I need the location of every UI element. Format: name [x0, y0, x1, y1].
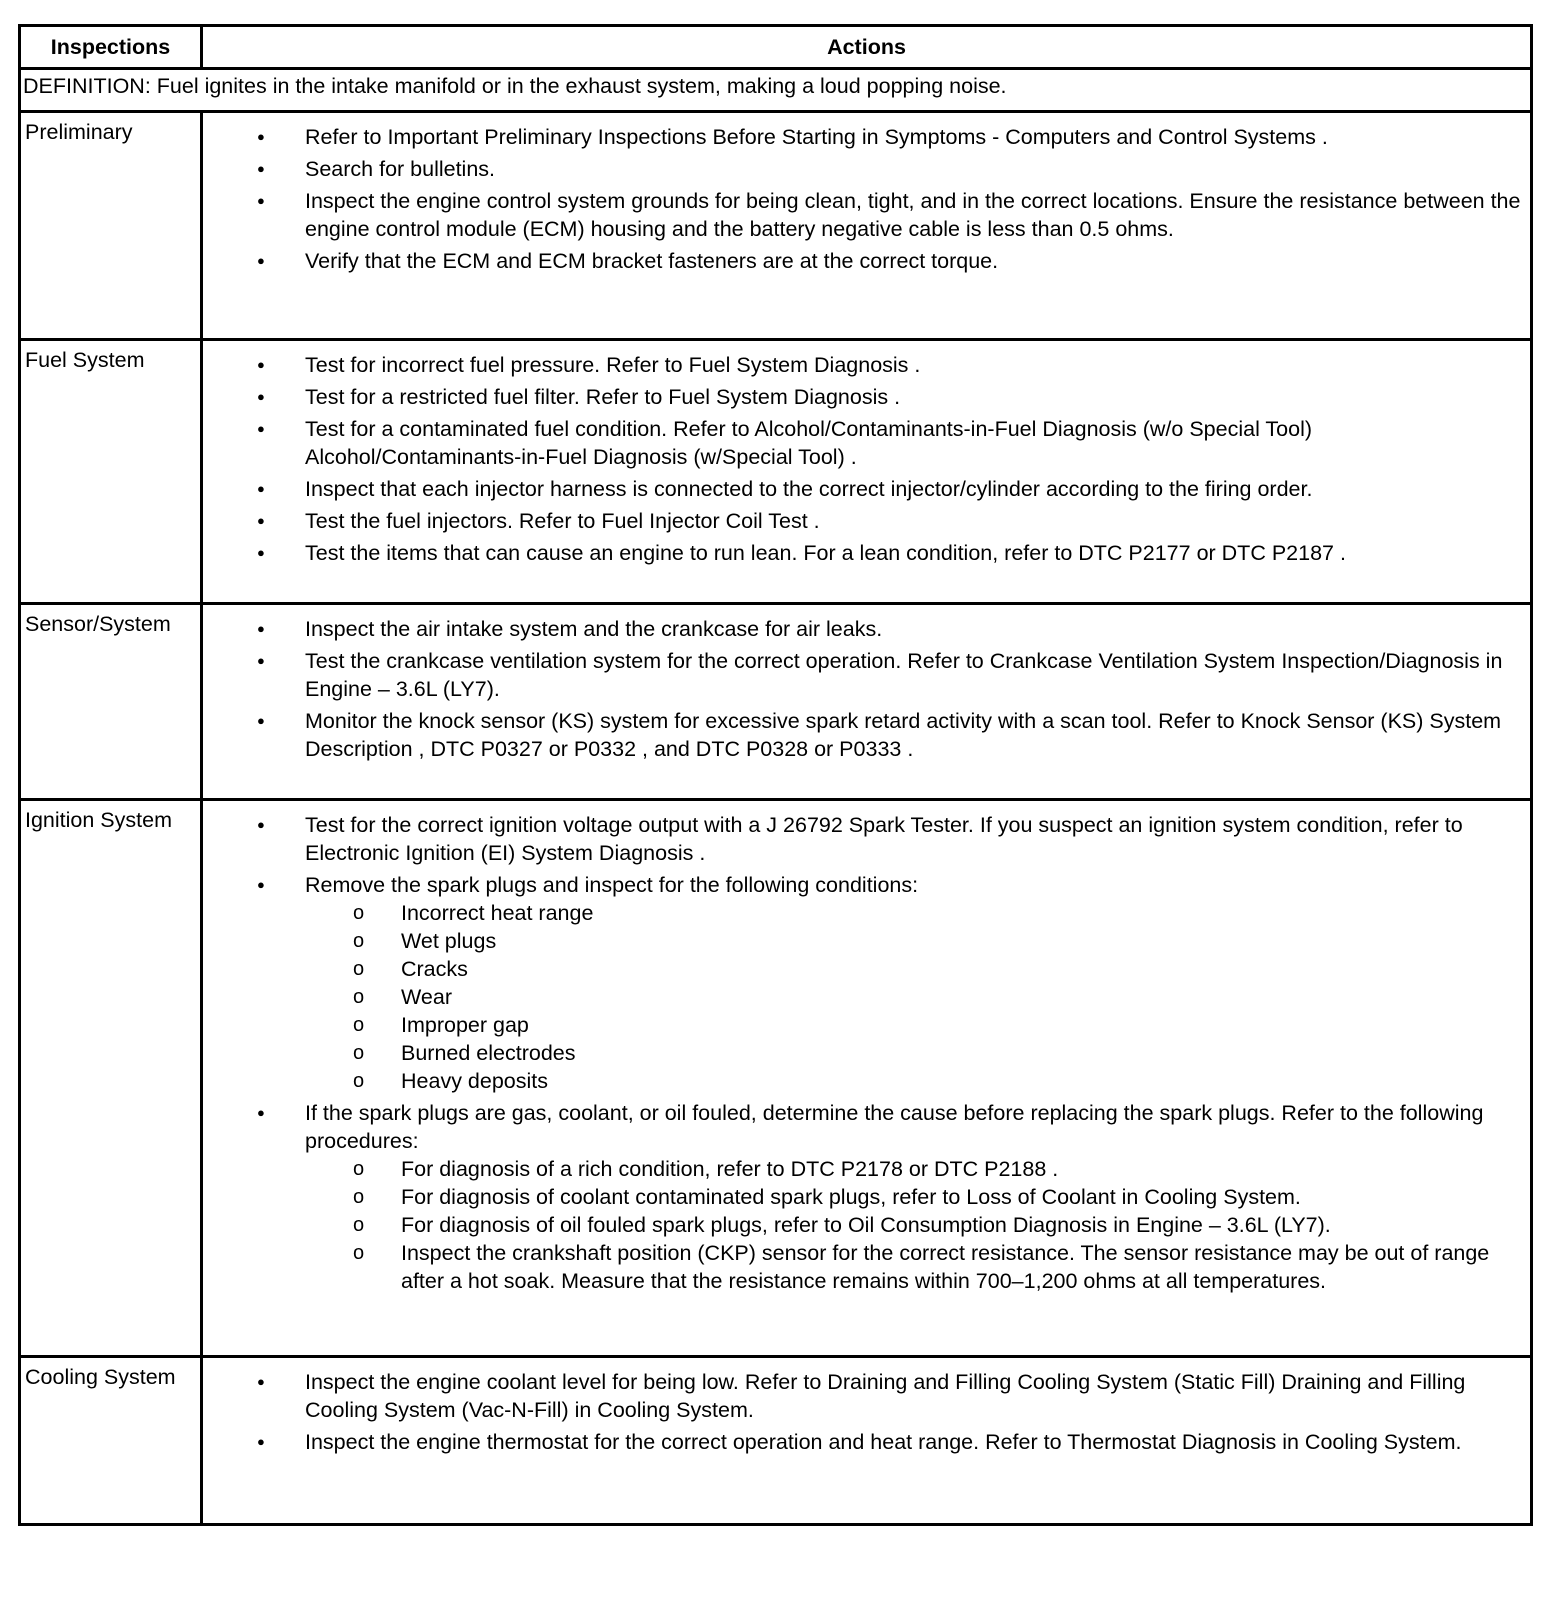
- action-item: [305, 1099, 1522, 1295]
- inspection-label: Ignition System: [20, 800, 202, 1357]
- action-list: [203, 811, 1522, 1295]
- action-item: ● Test for a restricted fuel filter. Refer to Fuel System Diagnosis .: [305, 383, 1522, 411]
- action-item: [305, 871, 1522, 1095]
- actions-cell: [202, 800, 1532, 1357]
- action-item: [305, 811, 1522, 867]
- definition-row: [20, 69, 1532, 112]
- actions-cell: [202, 112, 1532, 340]
- inspection-label: Fuel System: [20, 340, 202, 604]
- action-item: ● Monitor the knock sensor (KS) system for excessive spark retard activity with a scan tool. Refer to Knock Sensor (KS) System Description , DTC P0327 or P0332 , and DTC P0328 or P0333 .: [305, 707, 1522, 763]
- diagnostic-table: [18, 24, 1533, 1526]
- sub-item: o Inspect the crankshaft position (CKP) sensor for the correct resistance. The sensor resistance may be out of range after a hot soak. Measure that the resistance remains within 700–1,200 ohms at all temperatures.: [401, 1239, 1522, 1295]
- actions-cell: [202, 1357, 1532, 1525]
- action-item: ● Inspect the engine coolant level for being low. Refer to Draining and Filling Cooling System (Static Fill) Draining and Filling Cooling System (Vac-N-Fill) in Cooling System.: [305, 1368, 1522, 1424]
- sub-item: o Improper gap: [401, 1011, 1522, 1039]
- action-item: ● Test for a contaminated fuel condition. Refer to Alcohol/Contaminants-in-Fuel Diagnosis (w/o Special Tool) Alcohol/Contaminants-in-Fuel Diagnosis (w/Special Tool) .: [305, 415, 1522, 471]
- action-list: [203, 351, 1522, 567]
- sub-item: o Incorrect heat range: [401, 899, 1522, 927]
- inspection-label: Sensor/System: [20, 604, 202, 800]
- header-inspections: Inspections: [20, 26, 202, 69]
- action-list: [203, 1368, 1522, 1456]
- action-item: ● Verify that the ECM and ECM bracket fasteners are at the correct torque.: [305, 247, 1522, 275]
- action-text: Remove the spark plugs and inspect for the following conditions:: [305, 873, 919, 897]
- inspection-label: Cooling System: [20, 1357, 202, 1525]
- action-item: ● Test the crankcase ventilation system for the correct operation. Refer to Crankcase Ventilation System Inspection/Diagnosis in Engine – 3.6L (LY7).: [305, 647, 1522, 703]
- action-item: ● Inspect that each injector harness is connected to the correct injector/cylinder according to the firing order.: [305, 475, 1522, 503]
- action-item: ● Test the items that can cause an engine to run lean. For a lean condition, refer to DTC P2177 or DTC P2187 .: [305, 539, 1522, 567]
- sub-item: o Burned electrodes: [401, 1039, 1522, 1067]
- sub-item: o For diagnosis of oil fouled spark plugs, refer to Oil Consumption Diagnosis in Engine – 3.6L (LY7).: [401, 1211, 1522, 1239]
- condition-list: [305, 899, 1522, 1095]
- action-text: Test for the correct ignition voltage output with a J 26792 Spark Tester. If you suspect an ignition system condition, refer to Electronic Ignition (EI) System Diagnosis .: [305, 813, 1463, 865]
- procedure-list: [305, 1155, 1522, 1295]
- action-list: [203, 615, 1522, 763]
- actions-cell: [202, 340, 1532, 604]
- action-item: ● Search for bulletins.: [305, 155, 1522, 183]
- action-item: ● Inspect the air intake system and the crankcase for air leaks.: [305, 615, 1522, 643]
- action-item: ● Test the fuel injectors. Refer to Fuel Injector Coil Test .: [305, 507, 1522, 535]
- header-row: [20, 26, 1532, 69]
- sub-item: o For diagnosis of a rich condition, refer to DTC P2178 or DTC P2188 .: [401, 1155, 1522, 1183]
- table-row: [20, 1357, 1532, 1525]
- inspection-label: Preliminary: [20, 112, 202, 340]
- table-row: [20, 340, 1532, 604]
- action-text: If the spark plugs are gas, coolant, or oil fouled, determine the cause before replacing the spark plugs. Refer to the following procedures:: [305, 1101, 1484, 1153]
- sub-item: o Heavy deposits: [401, 1067, 1522, 1095]
- action-item: ● Inspect the engine control system grounds for being clean, tight, and in the correct locations. Ensure the resistance between the engine control module (ECM) housing and the battery negative cable is less than 0.5 ohms.: [305, 187, 1522, 243]
- sub-item: o Wet plugs: [401, 927, 1522, 955]
- sub-item: o Cracks: [401, 955, 1522, 983]
- sub-item: o For diagnosis of coolant contaminated spark plugs, refer to Loss of Coolant in Cooling System.: [401, 1183, 1522, 1211]
- table-row: [20, 800, 1532, 1357]
- action-item: ● Refer to Important Preliminary Inspections Before Starting in Symptoms - Computers and Control Systems .: [305, 123, 1522, 151]
- actions-cell: [202, 604, 1532, 800]
- table-row: [20, 604, 1532, 800]
- action-list: [203, 123, 1522, 275]
- header-actions: Actions: [202, 26, 1532, 69]
- table-row: [20, 112, 1532, 340]
- action-item: ● Inspect the engine thermostat for the correct operation and heat range. Refer to Thermostat Diagnosis in Cooling System.: [305, 1428, 1522, 1456]
- definition-text: DEFINITION: Fuel ignites in the intake manifold or in the exhaust system, making a loud popping noise.: [20, 69, 1532, 112]
- diagnostic-table-sheet: [18, 24, 1530, 1526]
- action-item: ● Test for incorrect fuel pressure. Refer to Fuel System Diagnosis .: [305, 351, 1522, 379]
- sub-item: o Wear: [401, 983, 1522, 1011]
